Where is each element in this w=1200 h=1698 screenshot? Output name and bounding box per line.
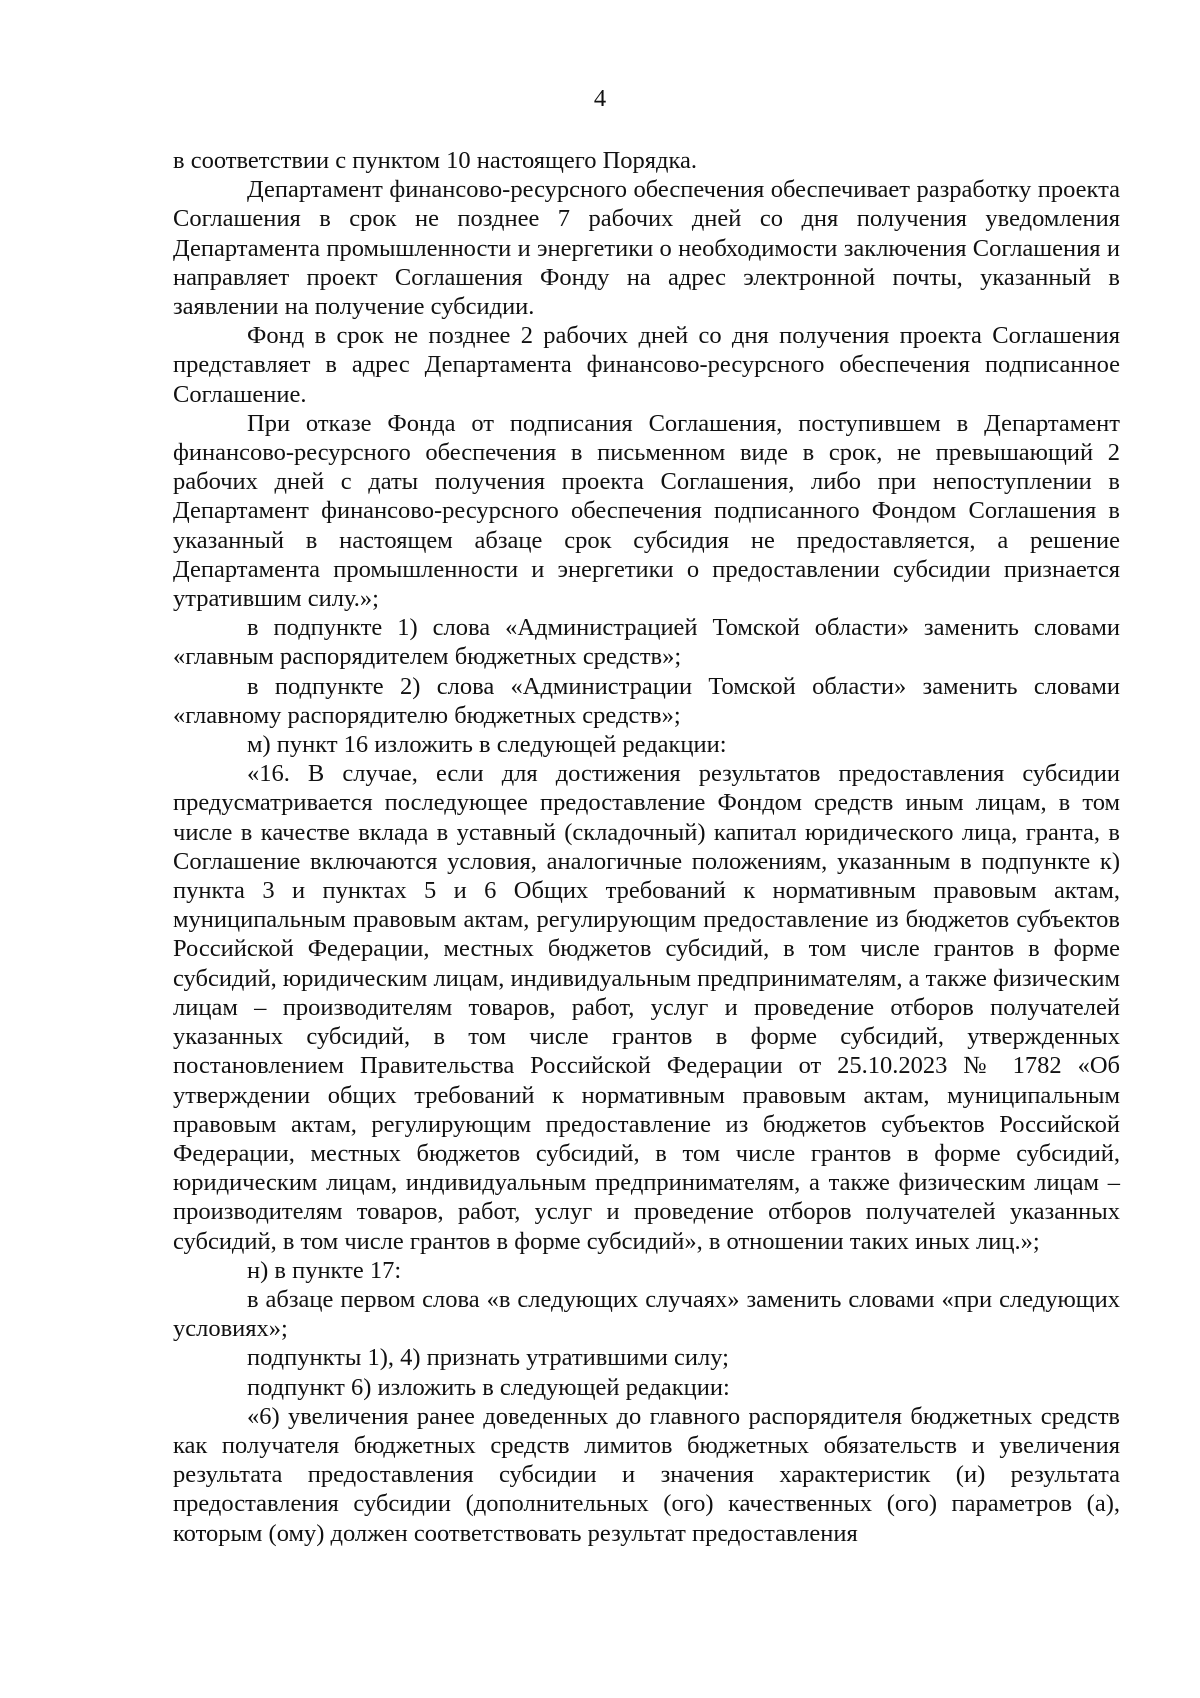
paragraph: При отказе Фонда от подписания Соглашения, поступившем в Департамент финансово-ресурсного обеспечения в письменном виде в срок, не превышающий 2 рабочих дней с даты получения проекта Соглашения, либо при непоступлении в Департамент финансово-ресурсного обеспечения подписанного Фондом Соглашения в указанный в настоящем абзаце срок субсидия не предоставляется, а решение Департамента промышленности и энергетики о предоставлении субсидии признается утратившим силу.»; [173,409,1120,613]
paragraph: «16. В случае, если для достижения результатов предоставления субсидии предусматривается последующее предоставление Фондом средств иным лицам, в том числе в качестве вклада в уставный (складочный) капитал юридического лица, гранта, в Соглашение включаются условия, аналогичные положениям, указанным в подпункте к) пункта 3 и пунктах 5 и 6 Общих требований к нормативным правовым актам, муниципальным правовым актам, регулирующим предоставление из бюджетов субъектов Российской Федерации, местных бюджетов субсидий, в том числе грантов в форме субсидий, юридическим лицам, индивидуальным предпринимателям, а также физическим лицам – производителям товаров, работ, услуг и проведение отборов получателей указанных субсидий, в том числе грантов в форме субсидий, утвержденных постановлением Правительства Российской Федерации от 25.10.2023 № 1782 «Об утверждении общих требований к нормативным правовым актам, муниципальным правовым актам, регулирующим предоставление из бюджетов субъектов Российской Федерации, местных бюджетов субсидий, в том числе грантов в форме субсидий, юридическим лицам, индивидуальным предпринимателям, а также физическим лицам – производителям товаров, работ, услуг и проведение отборов получателей указанных субсидий, в том числе грантов в форме субсидий», в отношении таких иных лиц.»; [173,760,1120,1255]
paragraph: н) в пункте 17: [247,1256,402,1284]
paragraph: Департамент финансово-ресурсного обеспечения обеспечивает разработку проекта Соглашения в срок не позднее 7 рабочих дней со дня получения уведомления Департамента промышленности и энергетики о необходимости заключения Соглашения и направляет проект Соглашения Фонду на адрес электронной почты, указанный в заявлении на получение субсидии. [173,176,1120,321]
paragraph: в подпункте 1) слова «Администрацией Томской области» заменить словами «главным распорядителем бюджетных средств»; [173,614,1120,671]
paragraph: «6) увеличения ранее доведенных до главного распорядителя бюджетных средств как получателя бюджетных средств лимитов бюджетных обязательств и увеличения результата предоставления субсидии и значения характеристик (и) результата предоставления субсидии (дополнительных (ого) качественных (ого) параметров (а), которым (ому) должен соответствовать результат предоставления [173,1402,1120,1547]
paragraph: подпункты 1), 4) признать утратившими силу; [247,1344,729,1372]
paragraph: в соответствии с пунктом 10 настоящего Порядка. [173,147,698,174]
paragraph: в абзаце первом слова «в следующих случаях» заменить словами «при следующих условиях»; [173,1285,1120,1343]
paragraph: м) пункт 16 изложить в следующей редакции: [247,731,727,759]
page-number: 4 [593,85,607,112]
paragraph: в подпункте 2) слова «Администрации Томской области» заменить словами «главному распорядителю бюджетных средств»; [173,672,1120,729]
paragraph: подпункт 6) изложить в следующей редакции: [247,1373,730,1401]
paragraph: Фонд в срок не позднее 2 рабочих дней со дня получения проекта Соглашения представляет в адрес Департамента финансово-ресурсного обеспечения подписанное Соглашение. [173,322,1120,408]
document-body [173,146,1120,1548]
